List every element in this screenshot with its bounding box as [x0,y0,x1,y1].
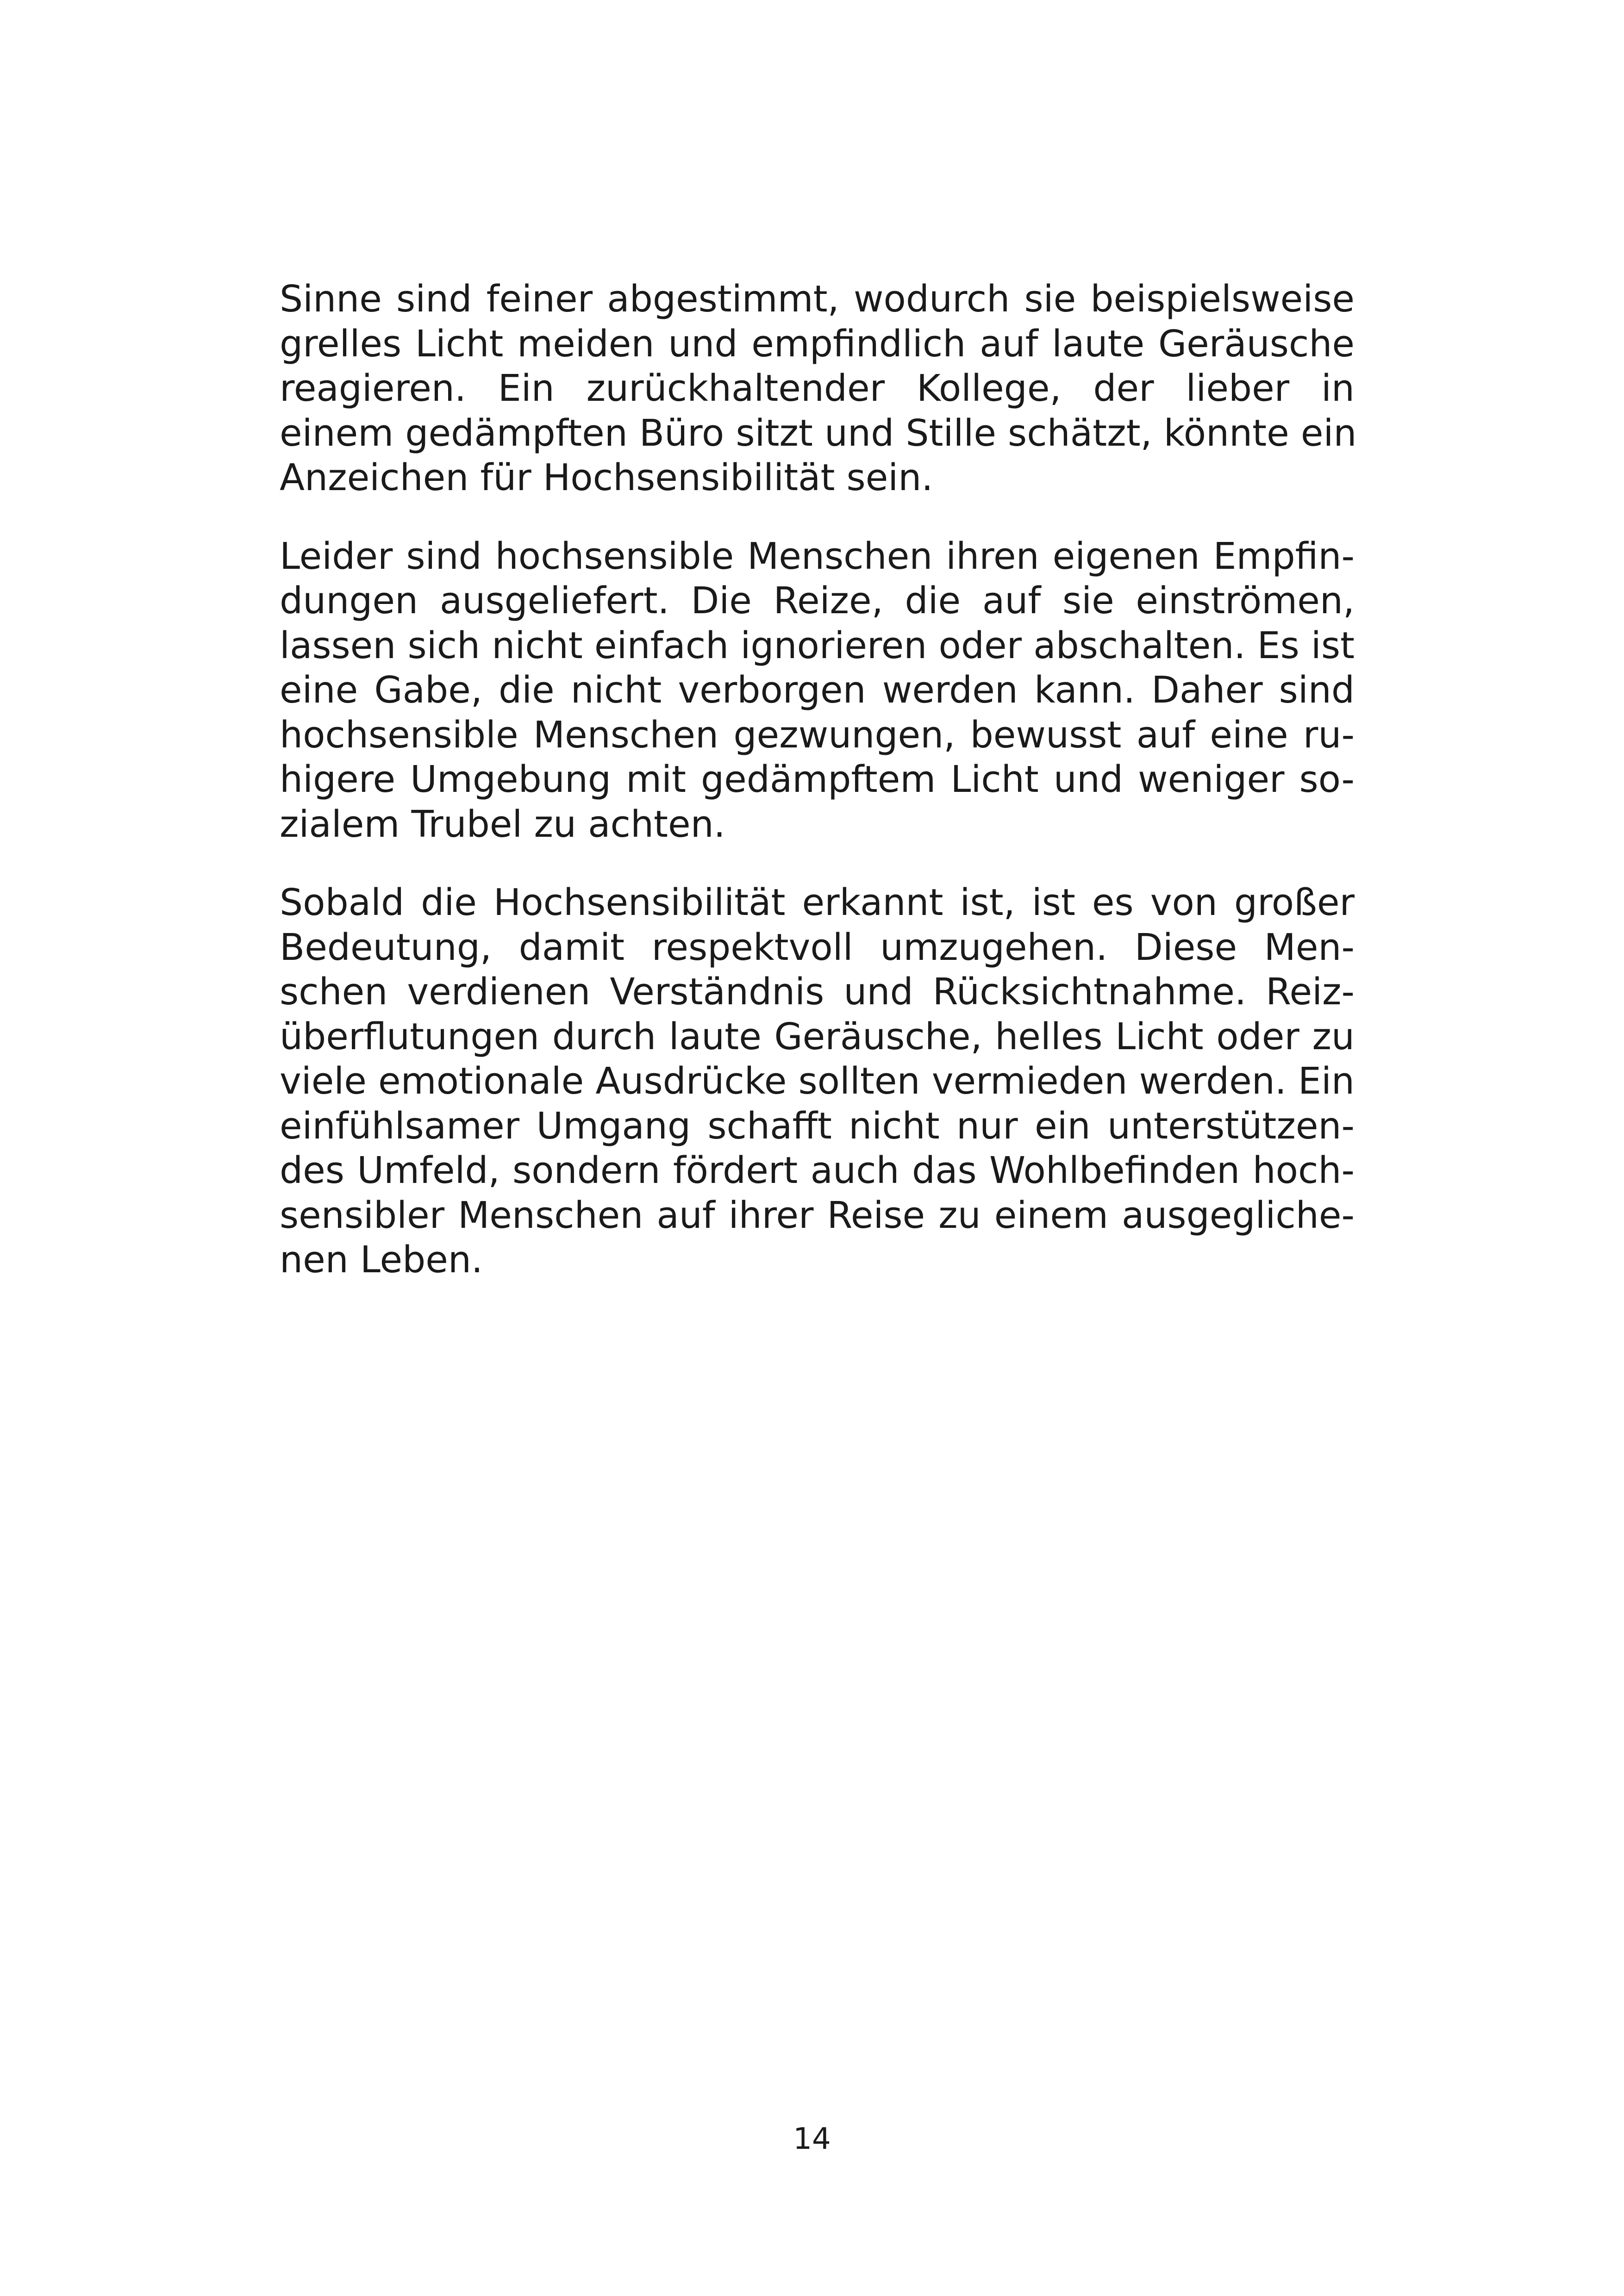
text-line: reagieren. Ein zurückhaltender Kollege, der lieber in [280,367,1355,410]
text-line: lassen sich nicht einfach ignorieren oder abschalten. Es ist [280,624,1355,667]
body-text [280,277,1355,1282]
text-line: dungen ausgeliefert. Die Reize, die auf sie einströmen, [280,579,1355,622]
text-line: eine Gabe, die nicht verborgen werden kann. Daher sind [280,669,1355,711]
text-line: schen verdienen Verständnis und Rücksichtnahme. Reiz- [280,971,1355,1013]
text-line: nen Leben. [280,1238,483,1281]
text-line: hochsensible Menschen gezwungen, bewusst auf eine ru- [280,713,1355,756]
text-line: Bedeutung, damit respektvoll umzugehen. Diese Men- [280,926,1355,969]
text-line: Sobald die Hochsensibilität erkannt ist, ist es von großer [280,881,1355,924]
text-line: Leider sind hochsensible Menschen ihren eigenen Empfin- [280,535,1355,578]
text-line: sensibler Menschen auf ihrer Reise zu einem ausgegliche- [280,1194,1355,1237]
text-line: Sinne sind feiner abgestimmt, wodurch sie beispielsweise [280,278,1355,320]
text-line: Anzeichen für Hochsensibilität sein. [280,456,933,499]
text-line: einem gedämpften Büro sitzt und Stille schätzt, könnte ein [280,411,1357,454]
paragraph-3 [280,880,1355,1282]
text-line: einfühlsamer Umgang schafft nicht nur ein unterstützen- [280,1104,1355,1147]
text-line: des Umfeld, sondern fördert auch das Wohlbefinden hoch- [280,1149,1355,1192]
text-line: zialem Trubel zu achten. [280,803,725,846]
paragraph-spacer [280,500,1355,534]
text-line: higere Umgebung mit gedämpftem Licht und weniger so- [280,758,1355,801]
paragraph-spacer [280,846,1355,880]
text-line: viele emotionale Ausdrücke sollten vermieden werden. Ein [280,1060,1355,1102]
text-line: überflutungen durch laute Geräusche, helles Licht oder zu [280,1015,1355,1058]
paragraph-1 [280,277,1355,500]
text-line: grelles Licht meiden und empfindlich auf laute Geräusche [280,322,1355,365]
paragraph-2 [280,534,1355,847]
page-number: 14 [793,2122,831,2156]
